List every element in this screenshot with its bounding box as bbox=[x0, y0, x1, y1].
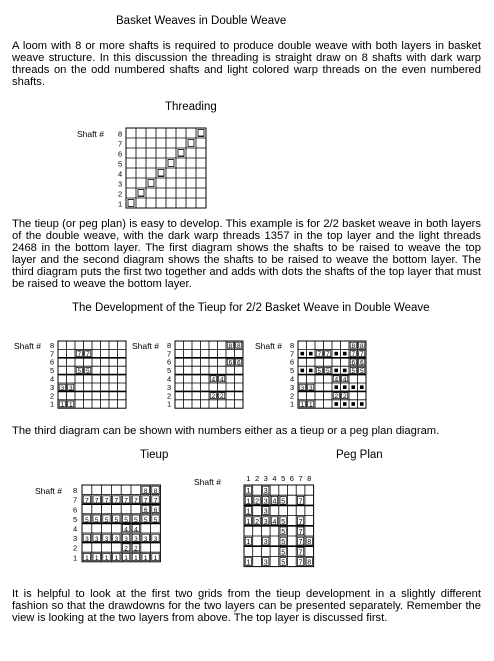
row-label: 4 bbox=[73, 524, 78, 534]
cell-number: 2 bbox=[219, 393, 224, 401]
cell-number: 7 bbox=[134, 497, 138, 505]
row-label: 1 bbox=[167, 399, 172, 409]
row-label: 7 bbox=[290, 349, 295, 359]
peg-cell-number: 5 bbox=[281, 529, 286, 536]
peg-cell-number: 3 bbox=[263, 539, 268, 547]
cell-number: 3 bbox=[60, 384, 65, 392]
row-label: 4 bbox=[118, 169, 123, 179]
peg-cell-number: 5 bbox=[281, 518, 286, 526]
dot-mark bbox=[300, 369, 304, 373]
dot-mark bbox=[334, 385, 338, 389]
cell-number: 5 bbox=[94, 516, 99, 524]
peg-cell-number: 7 bbox=[298, 549, 303, 557]
cell-number: 8 bbox=[359, 342, 364, 350]
peg-cell-number: 5 bbox=[281, 559, 286, 567]
peg-plan-shaft-label: Shaft # bbox=[194, 477, 221, 487]
threading-title: Threading bbox=[165, 101, 217, 113]
cell-number: 3 bbox=[104, 536, 109, 543]
cell-number: 6 bbox=[228, 359, 233, 367]
peg-cell-number: 8 bbox=[307, 539, 312, 547]
peg-col-header: 3 bbox=[263, 474, 268, 483]
tieup-paragraph: The tieup (or peg plan) is easy to develop. This example is for 2/2 basket weave in both layers of the double weave, with the dark warp threads 1357 in the top layer and the light threads 2468 in the bottom layer. The first diagram shows the shafts to be raised to weave the top layer and the second diagram shows the shafts to be raised to weave the bottom layer. The third diagram puts the first two together and adds with dots the shafts of the top layer that must be raised to weave the bottom layer. bbox=[12, 218, 481, 291]
cell-number: 7 bbox=[94, 497, 99, 505]
row-label: 5 bbox=[73, 514, 78, 524]
peg-cell-number: 3 bbox=[263, 518, 268, 526]
cell-number: 7 bbox=[153, 497, 158, 505]
cell-number: 7 bbox=[351, 351, 356, 359]
cell-number: 1 bbox=[300, 401, 305, 409]
peg-cell-number: 7 bbox=[298, 518, 303, 526]
cell-number: 4 bbox=[219, 376, 224, 384]
cell-number: 5 bbox=[351, 368, 356, 375]
threading-diagram bbox=[118, 128, 218, 208]
third-diagram-sentence: The third diagram can be shown with numbers either as a tieup or a peg plan diagram. bbox=[12, 425, 440, 437]
cell-number: 7 bbox=[359, 351, 364, 359]
cell-number: 4 bbox=[124, 526, 128, 534]
cell-number: 8 bbox=[143, 488, 148, 495]
row-label: 8 bbox=[50, 340, 55, 350]
cell-number: 5 bbox=[77, 368, 82, 375]
cell-number: 1 bbox=[308, 401, 313, 409]
peg-col-header: 5 bbox=[281, 474, 286, 483]
tieup-title: Tieup bbox=[140, 449, 169, 461]
row-label: 8 bbox=[167, 340, 172, 350]
development-diagram-bottom-layer bbox=[167, 341, 257, 411]
cell-number: 3 bbox=[143, 536, 148, 543]
cell-number: 5 bbox=[85, 516, 89, 524]
peg-cell-number: 5 bbox=[281, 498, 286, 506]
row-label: 1 bbox=[290, 399, 295, 409]
row-label: 4 bbox=[50, 374, 55, 384]
cell-number: 1 bbox=[134, 555, 138, 563]
row-label: 1 bbox=[73, 553, 78, 563]
cell-number: 1 bbox=[153, 555, 158, 563]
threading-mark bbox=[138, 190, 144, 197]
cell-number: 7 bbox=[85, 351, 90, 359]
threading-mark bbox=[198, 130, 204, 137]
dot-mark bbox=[343, 369, 347, 373]
peg-col-header: 7 bbox=[298, 474, 303, 483]
cell-number: 5 bbox=[114, 516, 119, 524]
threading-shaft-label: Shaft # bbox=[77, 129, 104, 139]
dot-mark bbox=[343, 385, 347, 389]
peg-cell-number: 4 bbox=[272, 518, 277, 526]
dot-mark bbox=[343, 352, 347, 356]
row-label: 2 bbox=[50, 391, 55, 401]
cell-number: 6 bbox=[359, 359, 364, 367]
cell-number: 5 bbox=[134, 516, 138, 524]
peg-cell-number: 7 bbox=[298, 559, 303, 567]
peg-cell-number: 1 bbox=[246, 498, 251, 506]
cell-number: 7 bbox=[124, 497, 128, 505]
cell-number: 1 bbox=[85, 555, 89, 563]
development-title: The Development of the Tieup for 2/2 Basket Weave in Double Weave bbox=[72, 302, 430, 314]
peg-col-header: 8 bbox=[307, 474, 312, 483]
cell-number: 3 bbox=[114, 536, 119, 543]
peg-col-header: 6 bbox=[289, 474, 294, 483]
row-label: 3 bbox=[167, 382, 172, 392]
row-label: 6 bbox=[290, 357, 295, 367]
cell-number: 3 bbox=[68, 384, 73, 392]
dot-mark bbox=[300, 352, 304, 356]
tieup-shaft-label: Shaft # bbox=[35, 486, 62, 496]
intro-paragraph: A loom with 8 or more shafts is required to produce double weave with both layers in basket weave structure. In this discussion the threading is straight draw on 8 shafts with dark warp threads on the odd numbered shafts and light colored warp threads on the even numbered shafts. bbox=[12, 40, 481, 89]
row-label: 3 bbox=[50, 382, 55, 392]
row-label: 8 bbox=[118, 129, 123, 139]
cell-number: 8 bbox=[153, 488, 158, 495]
row-label: 3 bbox=[290, 382, 295, 392]
cell-number: 3 bbox=[153, 536, 158, 543]
cell-number: 2 bbox=[134, 545, 138, 553]
cell-number: 7 bbox=[114, 497, 119, 505]
cell-number: 2 bbox=[334, 393, 339, 401]
cell-number: 2 bbox=[211, 393, 216, 401]
peg-plan-title: Peg Plan bbox=[336, 449, 383, 461]
row-label: 7 bbox=[118, 139, 123, 149]
threading-mark bbox=[188, 140, 194, 147]
dev3-shaft-label: Shaft # bbox=[255, 341, 282, 351]
threading-mark bbox=[158, 170, 164, 177]
cell-number: 7 bbox=[77, 351, 82, 359]
peg-cell-number: 2 bbox=[255, 518, 260, 526]
cell-number: 1 bbox=[114, 555, 119, 563]
threading-mark bbox=[148, 180, 154, 187]
row-label: 3 bbox=[118, 179, 123, 189]
threading-mark bbox=[178, 150, 184, 157]
cell-number: 5 bbox=[317, 368, 322, 375]
peg-cell-number: 5 bbox=[281, 539, 286, 547]
cell-number: 7 bbox=[143, 497, 148, 505]
peg-cell-number: 1 bbox=[246, 488, 251, 496]
dot-mark bbox=[351, 385, 355, 389]
cell-number: 5 bbox=[153, 516, 158, 524]
cell-number: 7 bbox=[85, 497, 89, 505]
peg-cell-number: 4 bbox=[272, 498, 277, 506]
cell-number: 1 bbox=[104, 555, 109, 563]
dot-mark bbox=[309, 369, 313, 373]
row-label: 4 bbox=[290, 374, 295, 384]
dot-mark bbox=[360, 385, 364, 389]
cell-number: 4 bbox=[334, 376, 339, 384]
peg-cell-number: 1 bbox=[246, 508, 251, 516]
row-label: 2 bbox=[73, 543, 78, 553]
cell-number: 4 bbox=[342, 376, 347, 384]
peg-cell-number: 3 bbox=[263, 508, 268, 516]
peg-cell-number: 3 bbox=[263, 488, 268, 496]
peg-col-header: 2 bbox=[254, 474, 260, 483]
dev1-shaft-label: Shaft # bbox=[14, 341, 41, 351]
cell-number: 1 bbox=[124, 555, 128, 563]
cell-number: 6 bbox=[143, 507, 148, 515]
peg-cell-number: 7 bbox=[298, 498, 303, 506]
dot-mark bbox=[309, 352, 313, 356]
cell-number: 5 bbox=[85, 368, 90, 375]
threading-mark bbox=[168, 160, 174, 167]
cell-number: 8 bbox=[236, 342, 241, 350]
cell-number: 5 bbox=[143, 516, 148, 524]
dot-mark bbox=[343, 402, 347, 406]
row-label: 6 bbox=[50, 357, 55, 367]
page-title: Basket Weaves in Double Weave bbox=[116, 15, 287, 27]
dot-mark bbox=[334, 352, 338, 356]
peg-cell-number: 1 bbox=[246, 518, 251, 526]
cell-number: 3 bbox=[134, 536, 138, 543]
row-label: 1 bbox=[50, 399, 55, 409]
dot-mark bbox=[360, 402, 364, 406]
row-label: 5 bbox=[167, 366, 172, 376]
dot-mark bbox=[334, 369, 338, 373]
cell-number: 7 bbox=[317, 351, 322, 359]
cell-number: 1 bbox=[143, 555, 148, 563]
cell-number: 1 bbox=[60, 401, 65, 409]
row-label: 7 bbox=[73, 495, 78, 505]
cell-number: 2 bbox=[124, 545, 128, 553]
peg-cell-number: 5 bbox=[281, 549, 286, 557]
tieup-diagram bbox=[73, 485, 173, 565]
cell-number: 3 bbox=[300, 384, 305, 392]
threading-mark bbox=[128, 200, 134, 207]
row-label: 6 bbox=[73, 505, 78, 515]
cell-number: 7 bbox=[325, 351, 330, 359]
row-label: 6 bbox=[167, 357, 172, 367]
peg-cell-number: 3 bbox=[263, 559, 268, 567]
cell-number: 4 bbox=[134, 526, 138, 534]
row-label: 7 bbox=[167, 349, 172, 359]
cell-number: 5 bbox=[104, 516, 109, 524]
peg-col-header: 1 bbox=[246, 474, 251, 483]
cell-number: 6 bbox=[153, 507, 158, 515]
row-label: 8 bbox=[290, 340, 295, 350]
row-label: 2 bbox=[167, 391, 172, 401]
row-label: 2 bbox=[118, 189, 123, 199]
cell-number: 2 bbox=[342, 393, 347, 401]
cell-number: 3 bbox=[308, 384, 313, 392]
development-diagram-top-layer bbox=[50, 341, 130, 411]
row-label: 7 bbox=[50, 349, 55, 359]
cell-number: 5 bbox=[325, 368, 330, 375]
row-label: 5 bbox=[290, 366, 295, 376]
peg-cell-number: 2 bbox=[255, 498, 260, 506]
cell-number: 5 bbox=[124, 516, 128, 524]
cell-number: 6 bbox=[351, 359, 356, 367]
development-diagram-combined bbox=[290, 341, 380, 411]
dev2-shaft-label: Shaft # bbox=[132, 341, 159, 351]
peg-cell-number: 3 bbox=[263, 498, 268, 506]
row-label: 6 bbox=[118, 149, 123, 159]
peg-col-header: 4 bbox=[272, 474, 277, 483]
row-label: 1 bbox=[118, 199, 123, 209]
cell-number: 7 bbox=[104, 497, 109, 505]
cell-number: 1 bbox=[94, 555, 99, 563]
peg-cell-number: 1 bbox=[246, 559, 251, 567]
cell-number: 5 bbox=[359, 368, 364, 375]
row-label: 8 bbox=[73, 486, 78, 496]
cell-number: 3 bbox=[124, 536, 128, 543]
row-label: 3 bbox=[73, 534, 78, 544]
closing-paragraph: It is helpful to look at the first two grids from the tieup development in a slightly different fashion so that the drawdowns for the two layers can be presented separately. Remember the view is looking at the two layers from above. The top layer is discussed first. bbox=[12, 588, 481, 625]
peg-cell-number: 8 bbox=[307, 559, 312, 567]
dot-mark bbox=[351, 402, 355, 406]
cell-number: 4 bbox=[211, 376, 216, 384]
peg-cell-number: 7 bbox=[298, 539, 303, 547]
cell-number: 6 bbox=[236, 359, 241, 367]
cell-number: 3 bbox=[94, 536, 99, 543]
cell-number: 8 bbox=[351, 342, 356, 350]
cell-number: 1 bbox=[68, 401, 73, 409]
row-label: 5 bbox=[118, 159, 123, 169]
cell-number: 8 bbox=[228, 342, 233, 350]
peg-plan-diagram bbox=[242, 474, 332, 569]
row-label: 5 bbox=[50, 366, 55, 376]
cell-number: 3 bbox=[85, 536, 89, 543]
peg-cell-number: 7 bbox=[298, 529, 303, 536]
dot-mark bbox=[334, 402, 338, 406]
row-label: 2 bbox=[290, 391, 295, 401]
peg-cell-number: 1 bbox=[246, 539, 251, 547]
row-label: 4 bbox=[167, 374, 172, 384]
